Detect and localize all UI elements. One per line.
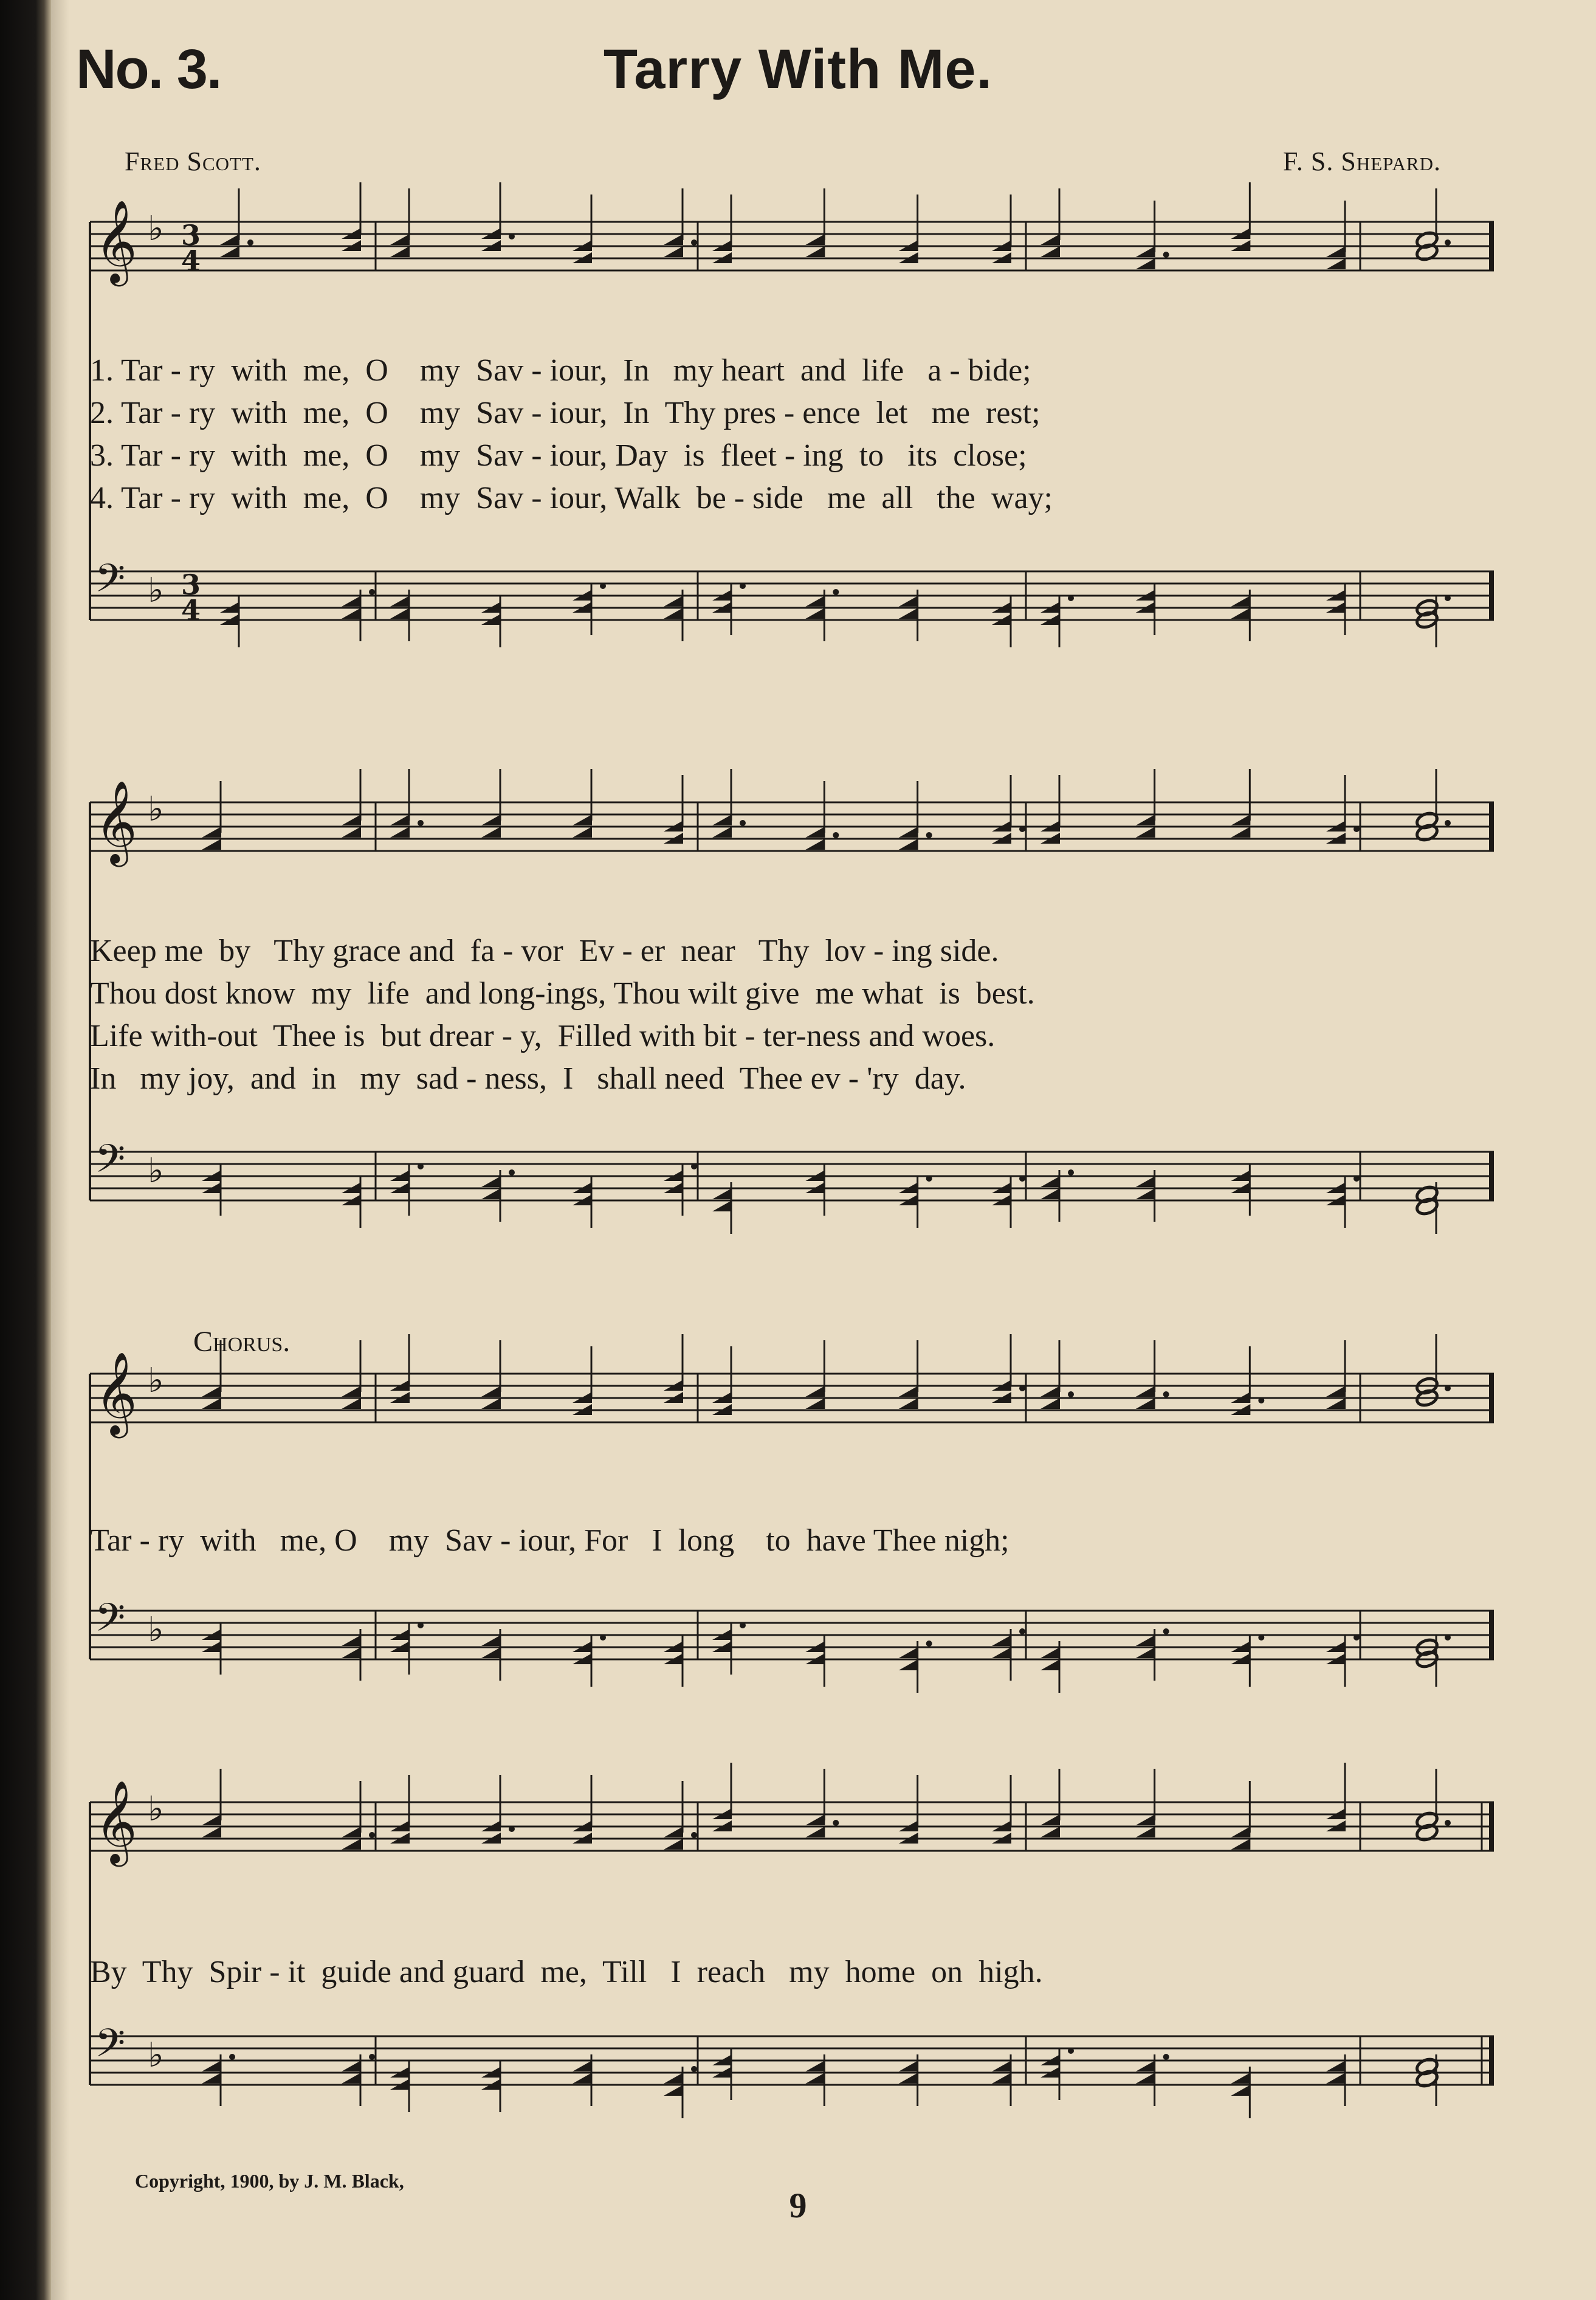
- note: [573, 1775, 592, 1844]
- note: [1136, 2054, 1169, 2106]
- copyright-notice: Copyright, 1900, by J. M. Black,: [135, 2170, 404, 2192]
- note: [342, 1176, 361, 1228]
- bass-staff: [90, 2021, 1494, 2118]
- treble-staff: [90, 1763, 1494, 1867]
- note: [899, 590, 918, 641]
- lyricist-credit: Fred Scott.: [125, 146, 261, 176]
- note: [390, 1334, 410, 1403]
- note: [992, 1628, 1025, 1681]
- page-gutter-shadow: [51, 0, 69, 2300]
- lyric-line: In my joy, and in my sad - ness, I shall need Thee ev - 'ry day.: [90, 1061, 966, 1096]
- note: [712, 1763, 732, 1831]
- note: [1136, 1628, 1169, 1681]
- note: [1415, 1769, 1451, 1842]
- lyric-line: 3. Tar - ry with me, O my Sav - iour, Day is fleet - ing to its close;: [90, 438, 1027, 473]
- note: [1040, 1641, 1060, 1693]
- music-system-1: [90, 201, 1494, 687]
- note: [1040, 2048, 1074, 2100]
- note: [992, 195, 1011, 263]
- note: [202, 1623, 221, 1675]
- flat-icon: ♭: [148, 209, 164, 249]
- note: [899, 1176, 932, 1228]
- flat-icon: ♭: [148, 1361, 164, 1400]
- page-number: 9: [789, 2186, 807, 2225]
- treble-clef-icon: 𝄞: [95, 1351, 137, 1434]
- lyric-line: Tar - ry with me, O my Sav - iour, For I long to have Thee nigh;: [90, 1523, 1010, 1558]
- lyric-line: By Thy Spir - it guide and guard me, Till I reach my home on high.: [90, 1955, 1043, 1989]
- note: [481, 1169, 515, 1222]
- bass-staff: [90, 1137, 1494, 1234]
- note: [390, 2061, 410, 2112]
- hymn-title: Tarry With Me.: [603, 38, 993, 100]
- note: [1231, 2067, 1250, 2118]
- lyric-line: 4. Tar - ry with me, O my Sav - iour, Walk be - side me all the way;: [90, 481, 1053, 515]
- note: [664, 1635, 683, 1687]
- note: [481, 1775, 515, 1844]
- book-binding: [0, 0, 51, 2300]
- treble-staff: [90, 1334, 1494, 1438]
- note: [1415, 188, 1451, 262]
- note: [712, 1346, 732, 1415]
- note: [1136, 584, 1155, 635]
- flat-icon: ♭: [148, 1151, 164, 1191]
- note: [1231, 1164, 1250, 1216]
- note: [664, 775, 683, 844]
- note: [805, 2054, 825, 2106]
- note: [712, 583, 746, 635]
- note: [390, 590, 410, 641]
- note: [712, 195, 732, 263]
- note: [202, 2054, 235, 2106]
- lyric-line: Keep me by Thy grace and fa - vor Ev - er near Thy lov - ing side.: [90, 934, 999, 968]
- flat-icon: ♭: [148, 2036, 164, 2075]
- chorus-label: Chorus.: [193, 1326, 291, 1358]
- hymn-number: No. 3.: [76, 38, 221, 100]
- note: [573, 1346, 592, 1415]
- note: [899, 1775, 918, 1844]
- flat-icon: ♭: [148, 571, 164, 610]
- treble-clef-icon: 𝄞: [95, 779, 137, 863]
- note: [1231, 1346, 1264, 1415]
- bass-staff: [90, 1596, 1494, 1693]
- lyric-line: 2. Tar - ry with me, O my Sav - iour, In Thy pres - ence let me rest;: [90, 396, 1040, 430]
- note: [712, 2048, 732, 2100]
- note: [1231, 1634, 1264, 1687]
- note: [1415, 1334, 1451, 1408]
- time-signature: 3: [181, 219, 201, 252]
- treble-clef-icon: 𝄞: [95, 199, 137, 283]
- music-system-3: [90, 1325, 1494, 1714]
- note: [1326, 584, 1346, 635]
- note: [1326, 775, 1360, 844]
- bass-clef-icon: 𝄢: [95, 2021, 126, 2076]
- note: [573, 2054, 592, 2106]
- note: [805, 1635, 825, 1687]
- bass-staff: [90, 556, 1494, 647]
- flat-icon: ♭: [148, 1789, 164, 1829]
- note: [390, 1163, 424, 1216]
- treble-clef-icon: 𝄞: [95, 1779, 137, 1863]
- time-signature: 4: [181, 244, 201, 277]
- note: [664, 1334, 683, 1403]
- flat-icon: ♭: [148, 1610, 164, 1650]
- note: [712, 1622, 746, 1675]
- music-system-4: [90, 1775, 1494, 2152]
- flat-icon: ♭: [148, 790, 164, 829]
- lyric-line: Thou dost know my life and long-ings, Thou wilt give me what is best.: [90, 976, 1035, 1011]
- note: [220, 596, 239, 647]
- note: [481, 1629, 501, 1681]
- note: [805, 1164, 825, 1216]
- note: [712, 1182, 732, 1234]
- treble-staff: [90, 769, 1494, 867]
- note: [664, 1163, 697, 1216]
- note: [1415, 2054, 1439, 2106]
- note: [573, 195, 592, 263]
- note: [481, 596, 501, 647]
- note: [1415, 595, 1451, 647]
- note: [342, 589, 375, 641]
- note: [899, 2054, 918, 2106]
- note: [805, 589, 839, 641]
- time-signature: 4: [181, 594, 201, 627]
- note: [992, 1775, 1011, 1844]
- note: [664, 2066, 697, 2118]
- treble-staff: [90, 182, 1494, 286]
- bass-clef-icon: 𝄢: [95, 1137, 126, 1191]
- note: [573, 583, 606, 635]
- note: [342, 2054, 375, 2106]
- note: [992, 2054, 1011, 2106]
- time-signature: 3: [181, 568, 201, 601]
- note: [1040, 775, 1060, 844]
- note: [1326, 1176, 1360, 1228]
- note: [342, 1629, 361, 1681]
- note: [992, 1176, 1025, 1228]
- note: [1326, 1763, 1346, 1831]
- note: [1136, 1170, 1155, 1222]
- note: [573, 1176, 592, 1228]
- note: [992, 596, 1011, 647]
- note: [1040, 1169, 1074, 1222]
- note: [390, 1622, 424, 1675]
- lyric-line: 1. Tar - ry with me, O my Sav - iour, In my heart and life a - bide;: [90, 353, 1031, 388]
- note: [1415, 1634, 1451, 1687]
- note: [1326, 2054, 1346, 2106]
- music-system-2: [90, 781, 1494, 1267]
- note: [481, 182, 515, 251]
- note: [202, 1164, 221, 1216]
- note: [1231, 182, 1250, 251]
- note: [899, 1641, 932, 1693]
- note: [1415, 769, 1451, 842]
- note: [481, 2061, 501, 2112]
- note: [1326, 1634, 1360, 1687]
- note: [992, 775, 1025, 844]
- note: [992, 1334, 1025, 1403]
- note: [390, 1775, 410, 1844]
- note: [342, 182, 361, 251]
- note: [1040, 595, 1074, 647]
- note: [1415, 1182, 1439, 1234]
- note: [1231, 590, 1250, 641]
- note: [573, 1634, 606, 1687]
- note: [664, 590, 683, 641]
- bass-clef-icon: 𝄢: [95, 1596, 126, 1650]
- bass-clef-icon: 𝄢: [95, 556, 126, 611]
- composer-credit: F. S. Shepard.: [1282, 146, 1441, 176]
- lyric-line: Life with-out Thee is but drear - y, Filled with bit - ter-ness and woes.: [90, 1019, 996, 1053]
- note: [899, 195, 918, 263]
